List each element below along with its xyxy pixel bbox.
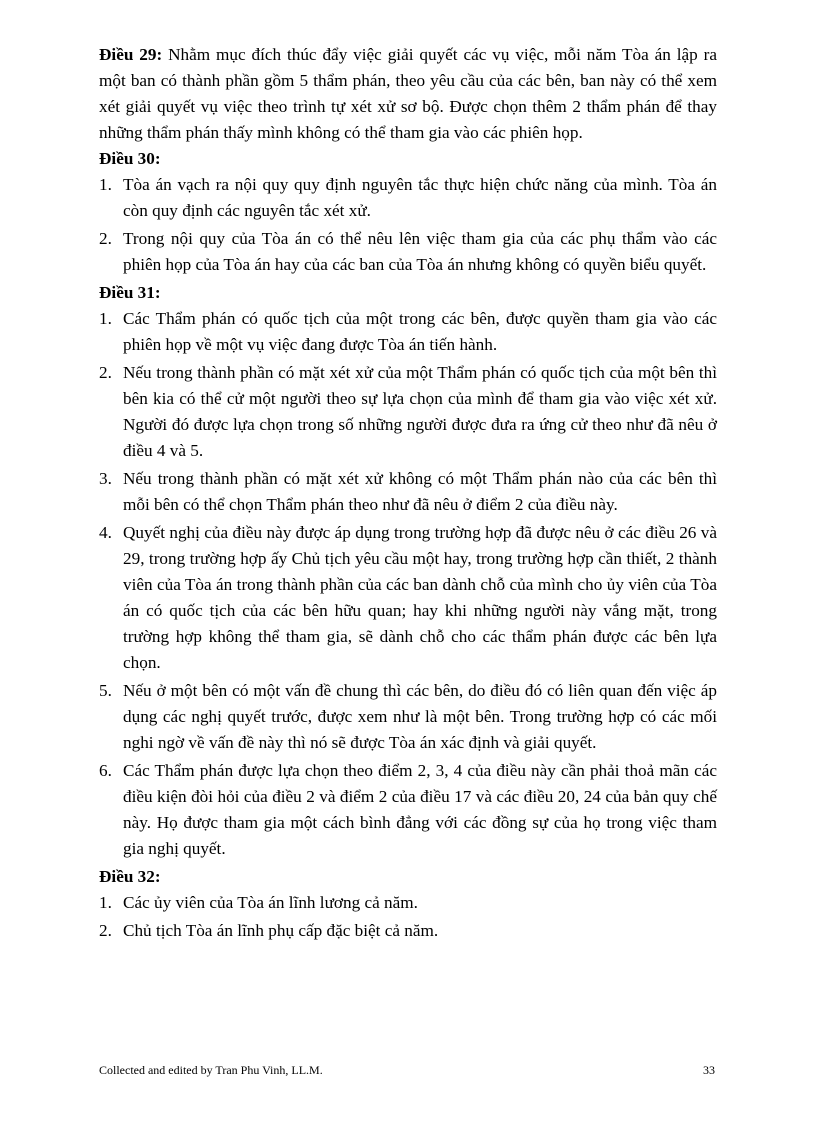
item-number: 2.: [99, 229, 112, 248]
list-item: [99, 758, 717, 862]
item-number: 5.: [99, 681, 112, 700]
article-32-list: [99, 890, 717, 944]
item-number: 4.: [99, 523, 112, 542]
footer-credit: Collected and edited by Tran Phu Vinh, LL.M.: [99, 1063, 323, 1077]
list-item: [99, 520, 717, 676]
item-text: Các ủy viên của Tòa án lĩnh lương cả năm.: [123, 893, 418, 912]
article-30-list: [99, 172, 717, 278]
item-text: Nếu ở một bên có một vấn đề chung thì các bên, do điều đó có liên quan đến việc áp dụng các nghị quyết trước, được xem như là một bên. Trong trường hợp có các mối nghi ngờ về vấn đề này thì nó sẽ được Tòa án xác định và giải quyết.: [123, 681, 717, 752]
article-32-heading: Điều 32:: [99, 867, 161, 886]
item-number: 2.: [99, 921, 112, 940]
page-number: 33: [703, 1063, 715, 1077]
item-text: Tòa án vạch ra nội quy quy định nguyên tắc thực hiện chức năng của mình. Tòa án còn quy định các nguyên tắc xét xử.: [123, 175, 717, 220]
item-text: Trong nội quy của Tòa án có thể nêu lên việc tham gia của các phụ thẩm vào các phiên họp của Tòa án hay của các ban của Tòa án nhưng không có quyền biểu quyết.: [123, 229, 717, 274]
item-text: Quyết nghị của điều này được áp dụng trong trường hợp đã được nêu ở các điều 26 và 29, trong trường hợp ấy Chủ tịch yêu cầu một hay, trong trường hợp cần thiết, 2 thành viên của Tòa án trong thành phần của các ban dành chỗ của mình cho ủy viên của Tòa án có quốc tịch của các bên hữu quan; hay khi những người này vắng mặt, trong trường hợp không thể tham gia, sẽ dành chỗ cho các thẩm phán được các bên lựa chọn.: [123, 523, 717, 672]
article-29-heading: Điều 29:: [99, 45, 163, 64]
item-number: 1.: [99, 309, 112, 328]
list-item: [99, 306, 717, 358]
item-text: Các Thẩm phán được lựa chọn theo điểm 2, 3, 4 của điều này cần phải thoả mãn các điều kiện đòi hỏi của điều 2 và điểm 2 của điều 17 và các điều 20, 24 của bản quy chế này. Họ được tham gia một cách bình đẳng với các đồng sự của họ trong việc tham gia nghị quyết.: [123, 761, 717, 858]
list-item: [99, 918, 717, 944]
list-item: [99, 172, 717, 224]
item-text: Nếu trong thành phần có mặt xét xử không có một Thẩm phán nào của các bên thì mỗi bên có thể chọn Thẩm phán theo như đã nêu ở điểm 2 của điều này.: [123, 469, 717, 514]
item-text: Chủ tịch Tòa án lĩnh phụ cấp đặc biệt cả năm.: [123, 921, 439, 940]
article-30-heading: Điều 30:: [99, 149, 161, 168]
item-number: 1.: [99, 893, 112, 912]
item-number: 2.: [99, 363, 112, 382]
item-number: 3.: [99, 469, 112, 488]
item-number: 6.: [99, 761, 112, 780]
article-29-paragraph: [99, 42, 717, 146]
list-item: [99, 678, 717, 756]
item-text: Các Thẩm phán có quốc tịch của một trong các bên, được quyền tham gia vào các phiên họp về một vụ việc đang được Tòa án tiến hành.: [123, 309, 717, 354]
list-item: [99, 890, 717, 916]
list-item: [99, 466, 717, 518]
document-body: [99, 42, 717, 946]
item-text: Nếu trong thành phần có mặt xét xử của một Thẩm phán có quốc tịch của một bên thì bên kia có thể cử một người theo sự lựa chọn của mình để tham gia vào việc xét xử. Người đó được lựa chọn trong số những người được đưa ra ứng cử theo như đã nêu ở điều 4 và 5.: [123, 363, 717, 460]
list-item: [99, 360, 717, 464]
article-31-heading: Điều 31:: [99, 283, 161, 302]
article-31-list: [99, 306, 717, 862]
item-number: 1.: [99, 175, 112, 194]
list-item: [99, 226, 717, 278]
article-29-text: Nhằm mục đích thúc đẩy việc giải quyết các vụ việc, mỗi năm Tòa án lập ra một ban có thành phần gồm 5 thẩm phán, theo yêu cầu của các bên, ban này có thể xem xét giải quyết vụ việc theo trình tự xét xử sơ bộ. Được chọn thêm 2 thẩm phán để thay những thẩm phán thấy mình không có thể tham gia vào các phiên họp.: [99, 45, 717, 142]
